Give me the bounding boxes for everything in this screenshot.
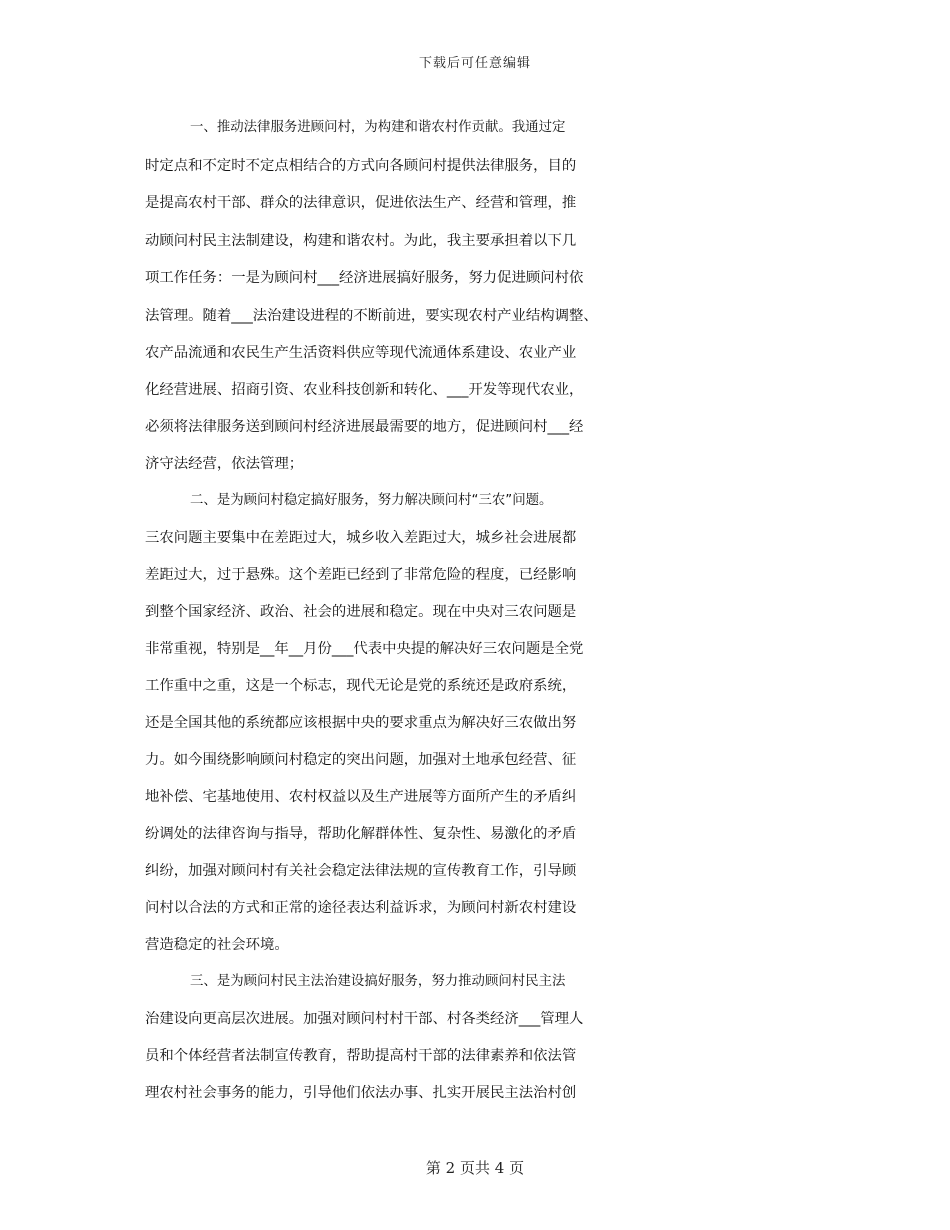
- text-line: 力。如今围绕影响顾问村稳定的突出问题，加强对土地承包经营、征: [145, 752, 577, 768]
- text-line: 非常重视，特别是__年__月份___代表中央提的解决好三农问题是全党: [145, 641, 584, 657]
- text-line: 营造稳定的社会环境。: [145, 937, 289, 953]
- text-line: 差距过大，过于悬殊。这个差距已经到了非常危险的程度，已经影响: [145, 567, 577, 583]
- text-line: 纷调处的法律咨询与指导，帮助化解群体性、复杂性、易激化的矛盾: [145, 826, 577, 842]
- text-line: 问村以合法的方式和正常的途径表达利益诉求，为顾问村新农村建设: [145, 900, 577, 916]
- page-footer: 第 2 页共 4 页: [425, 1159, 525, 1177]
- text-line: 济守法经营，依法管理；: [145, 456, 304, 472]
- text-line: 项工作任务：一是为顾问村___经济进展搞好服务，努力促进顾问村依: [145, 270, 584, 286]
- text-line: 二、是为顾问村稳定搞好服务，努力解决顾问村“三农”问题。: [190, 493, 553, 508]
- text-line: 动顾问村民主法制建设，构建和谐农村。为此，我主要承担着以下几: [145, 233, 577, 249]
- text-line: 一、推动法律服务进顾问村，为构建和谐农村作贡献。我通过定: [190, 120, 566, 135]
- text-line: 员和个体经营者法制宣传教育，帮助提高村干部的法律素养和依法管: [145, 1048, 577, 1064]
- page-header: 下载后可任意编辑: [418, 56, 531, 71]
- text-line: 必须将法律服务送到顾问村经济进展最需要的地方，促进顾问村___经: [145, 419, 584, 435]
- text-line: 理农村社会事务的能力，引导他们依法办事、扎实开展民主法治村创: [145, 1085, 577, 1101]
- text-line: 三、是为顾问村民主法治建设搞好服务，努力推动顾问村民主法: [190, 974, 566, 989]
- text-line: 治建设向更高层次进展。加强对顾问村村干部、村各类经济___管理人: [145, 1011, 584, 1027]
- text-line: 地补偿、宅基地使用、农村权益以及生产进展等方面所产生的矛盾纠: [145, 789, 577, 805]
- text-line: 还是全国其他的系统都应该根据中央的要求重点为解决好三农做出努: [145, 715, 577, 731]
- text-line: 农产品流通和农民生产生活资料供应等现代流通体系建设、农业产业: [145, 345, 577, 361]
- text-line: 三农问题主要集中在差距过大，城乡收入差距过大，城乡社会进展都: [145, 530, 577, 546]
- text-line: 时定点和不定时不定点相结合的方式向各顾问村提供法律服务，目的: [145, 158, 577, 174]
- text-line: 到整个国家经济、政治、社会的进展和稳定。现在中央对三农问题是: [145, 604, 577, 620]
- text-line: 是提高农村干部、群众的法律意识，促进依法生产、经营和管理，推: [145, 195, 577, 211]
- text-line: 工作重中之重，这是一个标志，现代无论是党的系统还是政府系统，: [145, 678, 577, 694]
- text-line: 化经营进展、招商引资、农业科技创新和转化、___开发等现代农业，: [145, 382, 584, 398]
- text-line: 纠纷，加强对顾问村有关社会稳定法律法规的宣传教育工作，引导顾: [145, 863, 577, 879]
- text-line: 法管理。随着___法治建设进程的不断前进，要实现农村产业结构调整、: [145, 308, 598, 324]
